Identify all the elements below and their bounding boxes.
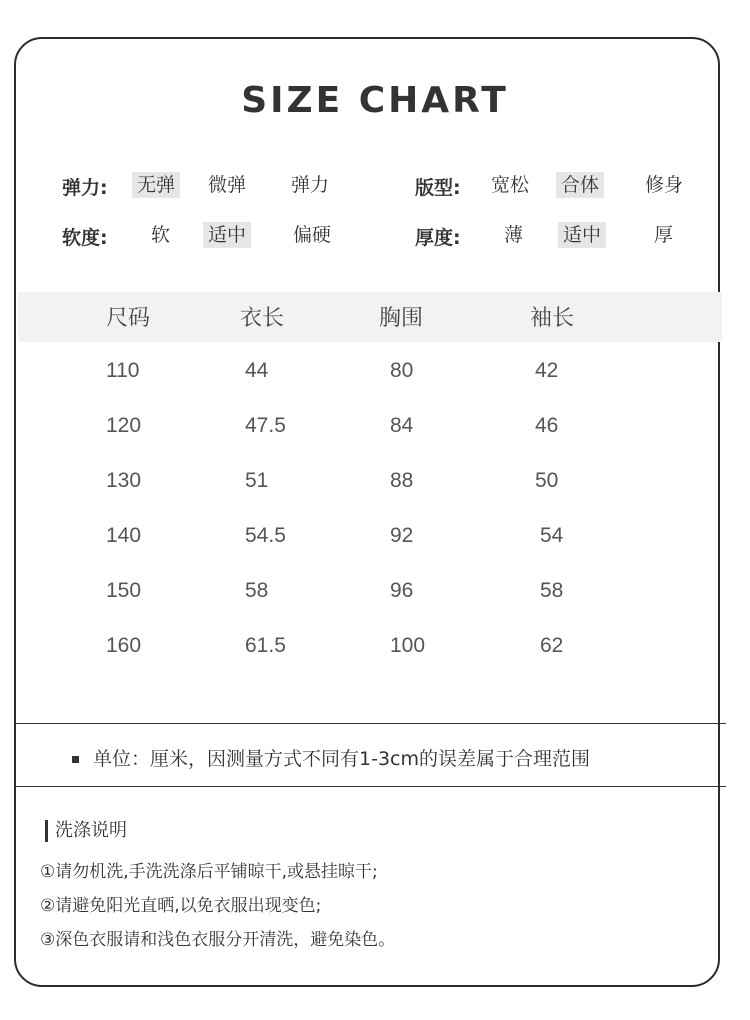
cell-size: 150 xyxy=(106,579,142,602)
elasticity-option-slight: 微弹 xyxy=(208,174,247,196)
cell-size: 160 xyxy=(106,634,142,657)
fit-option-loose: 宽松 xyxy=(491,174,530,196)
thickness-label: 厚度: xyxy=(415,227,461,249)
cell-sleeve: 46 xyxy=(535,414,559,437)
cell-chest: 92 xyxy=(390,524,414,547)
cell-chest: 88 xyxy=(390,469,414,492)
cell-chest: 96 xyxy=(390,579,414,602)
fit-option-regular: 合体 xyxy=(556,172,604,198)
washing-title: 洗涤说明 xyxy=(45,820,127,842)
cell-size: 110 xyxy=(106,359,140,382)
washing-item: ①请勿机洗,手洗洗涤后平铺晾干,或悬挂晾干; xyxy=(40,862,378,882)
header-chest: 胸围 xyxy=(379,306,424,331)
cell-length: 44 xyxy=(245,359,269,382)
cell-sleeve: 42 xyxy=(535,359,559,382)
size-chart-card xyxy=(14,37,720,987)
bullet-icon xyxy=(72,756,79,763)
divider-top xyxy=(16,723,726,724)
header-sleeve: 袖长 xyxy=(530,306,575,331)
cell-length: 47.5 xyxy=(245,414,286,437)
cell-sleeve: 54 xyxy=(540,524,564,547)
cell-chest: 80 xyxy=(390,359,414,382)
softness-label: 软度: xyxy=(62,227,108,249)
elasticity-option-stretch: 弹力 xyxy=(291,174,330,196)
unit-note-text: 单位：厘米，因测量方式不同有1-3cm的误差属于合理范围 xyxy=(93,748,590,770)
cell-sleeve: 62 xyxy=(540,634,564,657)
cell-size: 130 xyxy=(106,469,142,492)
washing-item: ②请避免阳光直晒,以免衣服出现变色; xyxy=(40,896,322,916)
washing-item: ③深色衣服请和浅色衣服分开清洗，避免染色。 xyxy=(40,930,396,950)
fit-label: 版型: xyxy=(415,177,461,199)
cell-length: 54.5 xyxy=(245,524,286,547)
thickness-option-medium: 适中 xyxy=(558,222,606,248)
softness-option-hard: 偏硬 xyxy=(293,224,332,246)
thickness-option-thin: 薄 xyxy=(504,224,524,246)
cell-sleeve: 50 xyxy=(535,469,559,492)
elasticity-option-none: 无弹 xyxy=(132,172,180,198)
page-title: SIZE CHART xyxy=(241,80,509,121)
divider-bottom xyxy=(16,786,726,787)
cell-chest: 100 xyxy=(390,634,426,657)
header-length: 衣长 xyxy=(240,306,285,331)
fit-option-slim: 修身 xyxy=(645,174,684,196)
thickness-option-thick: 厚 xyxy=(654,224,674,246)
softness-option-medium: 适中 xyxy=(203,222,251,248)
header-size: 尺码 xyxy=(106,306,151,331)
elasticity-label: 弹力: xyxy=(62,177,108,199)
cell-length: 51 xyxy=(245,469,269,492)
cell-chest: 84 xyxy=(390,414,414,437)
cell-length: 58 xyxy=(245,579,269,602)
cell-size: 140 xyxy=(106,524,142,547)
cell-sleeve: 58 xyxy=(540,579,564,602)
cell-length: 61.5 xyxy=(245,634,286,657)
cell-size: 120 xyxy=(106,414,142,437)
softness-option-soft: 软 xyxy=(151,224,171,246)
unit-note xyxy=(72,744,590,771)
